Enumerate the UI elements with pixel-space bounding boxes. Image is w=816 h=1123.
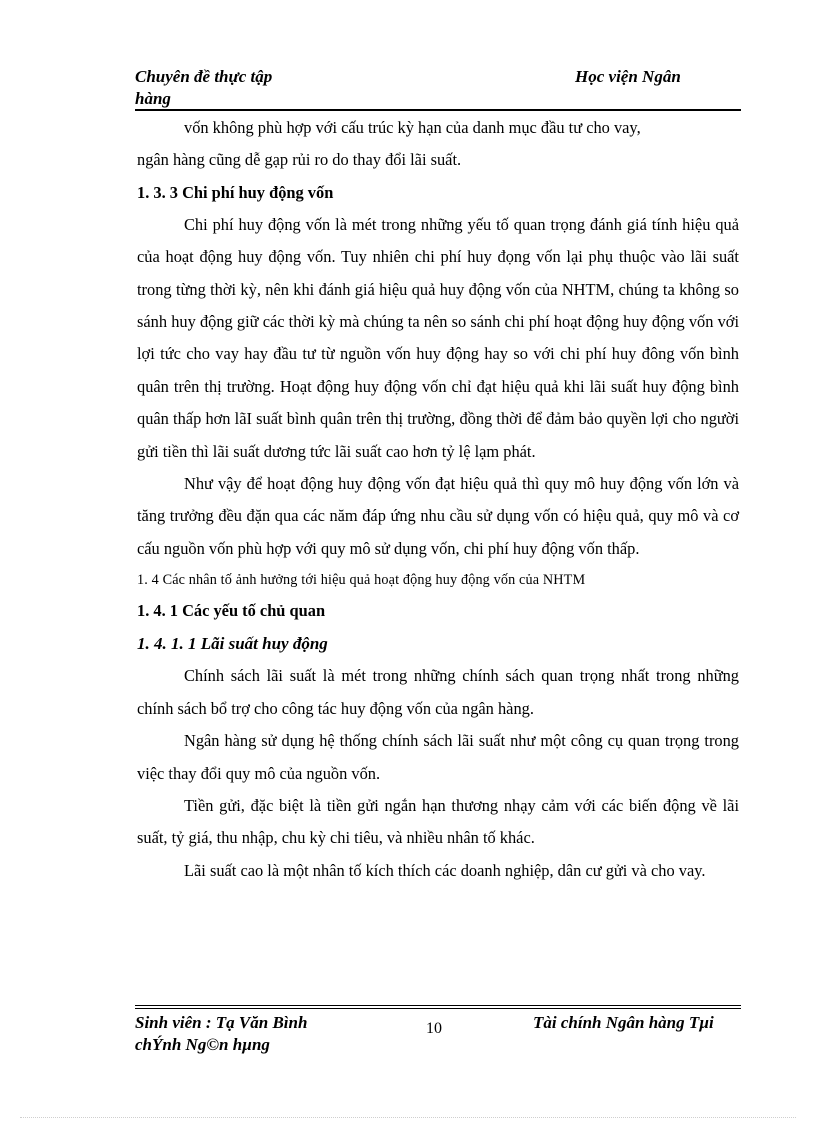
paragraph-interest-policy: Chính sách lãi suất là mét trong những chính sách quan trọng nhất trong những chính sách bổ trợ cho công tác huy động vốn của ngân hàng. [137,666,739,718]
paragraph-funding-efficiency: Như vậy để hoạt động huy động vốn đạt hiệu quả thì quy mô huy động vốn lớn và tăng trưởng đều đặn qua các năm đáp ứng nhu cầu sử dụng vốn có hiệu quả, quy mô và cơ cấu nguồn vốn phù hợp với quy mô sử dụng vốn, chi phí huy động vốn thấp. [137,474,739,558]
footer-left-continuation: chÝnh Ng©n hµng [135,1035,270,1054]
header-left-title: Chuyên đề thực tập [135,67,273,86]
page-edge-dotted-line [20,1117,796,1118]
footer-rule-bottom [135,1008,741,1009]
section-heading-1-3-3: 1. 3. 3 Chi phí huy động vốn [137,182,334,202]
paragraph-high-interest: Lãi suất cao là một nhân tố kích thích các doanh nghiệp, dân cư gửi và cho vay. [184,860,706,880]
section-heading-1-4-1-1: 1. 4. 1. 1 Lãi suất huy động [137,634,328,654]
paragraph-interest-tool: Ngân hàng sử dụng hệ thống chính sách lãi suất như một công cụ quan trọng trong việc thay đổi quy mô của nguồn vốn. [137,731,739,783]
page-number: 10 [426,1020,442,1037]
header-right-title: Học viện Ngân [575,67,681,86]
section-heading-1-4: 1. 4 Các nhân tố ảnh hưởng tới hiệu quả hoạt động huy động vốn của NHTM [137,572,586,589]
page-body [137,112,739,887]
paragraph-continued-line2: ngân hàng cũng dễ gạp rủi ro do thay đổi lãi suất. [137,150,462,170]
paragraph-continued-line1: vốn không phù hợp với cấu trúc kỳ hạn của danh mục đầu tư cho vay, [184,118,641,137]
footer-rule-top [135,1005,741,1006]
section-heading-1-4-1: 1. 4. 1 Các yếu tố chủ quan [137,601,326,621]
header-left-continuation: hàng [135,89,171,108]
footer-department: Tài chính Ngân hàng Tµi [533,1013,714,1032]
paragraph-short-term-deposits: Tiền gửi, đặc biệt là tiền gửi ngắn hạn thương nhạy cảm với các biến động về lãi suất, tỷ giá, thu nhập, chu kỳ chi tiêu, và nhiều nhân tố khác. [137,795,739,848]
footer-student-name: Sinh viên : Tạ Văn Bình [135,1013,308,1032]
paragraph-funding-cost: Chi phí huy động vốn là mét trong những yếu tố quan trọng đánh giá tính hiệu quả của hoạt động huy động vốn. Tuy nhiên chi phí huy đọng vốn lại phụ thuộc vào lãi suất trong từng thời kỳ, nên khi đánh giá hiệu quả huy động vốn của NHTM, chúng ta không so sánh huy động giữ các thời kỳ mà chúng ta nên so sánh chi phí hoạt động huy động vốn với lợi tức cho vay hay đầu tư từ nguồn vốn huy động hay so với chi phí huy đông vốn bình quân trên thị trường. Hoạt động huy động vốn chỉ đạt hiệu quả khi lãi suất huy động bình quân thấp hơn lãI suất bình quân trên thị trường, đồng thời để đảm bảo quyền lợi cho người gửi tiền thì lãi suất dương tức lãi suất cao hơn tỷ lệ lạm phát. [137,214,739,461]
header-rule [135,109,741,111]
